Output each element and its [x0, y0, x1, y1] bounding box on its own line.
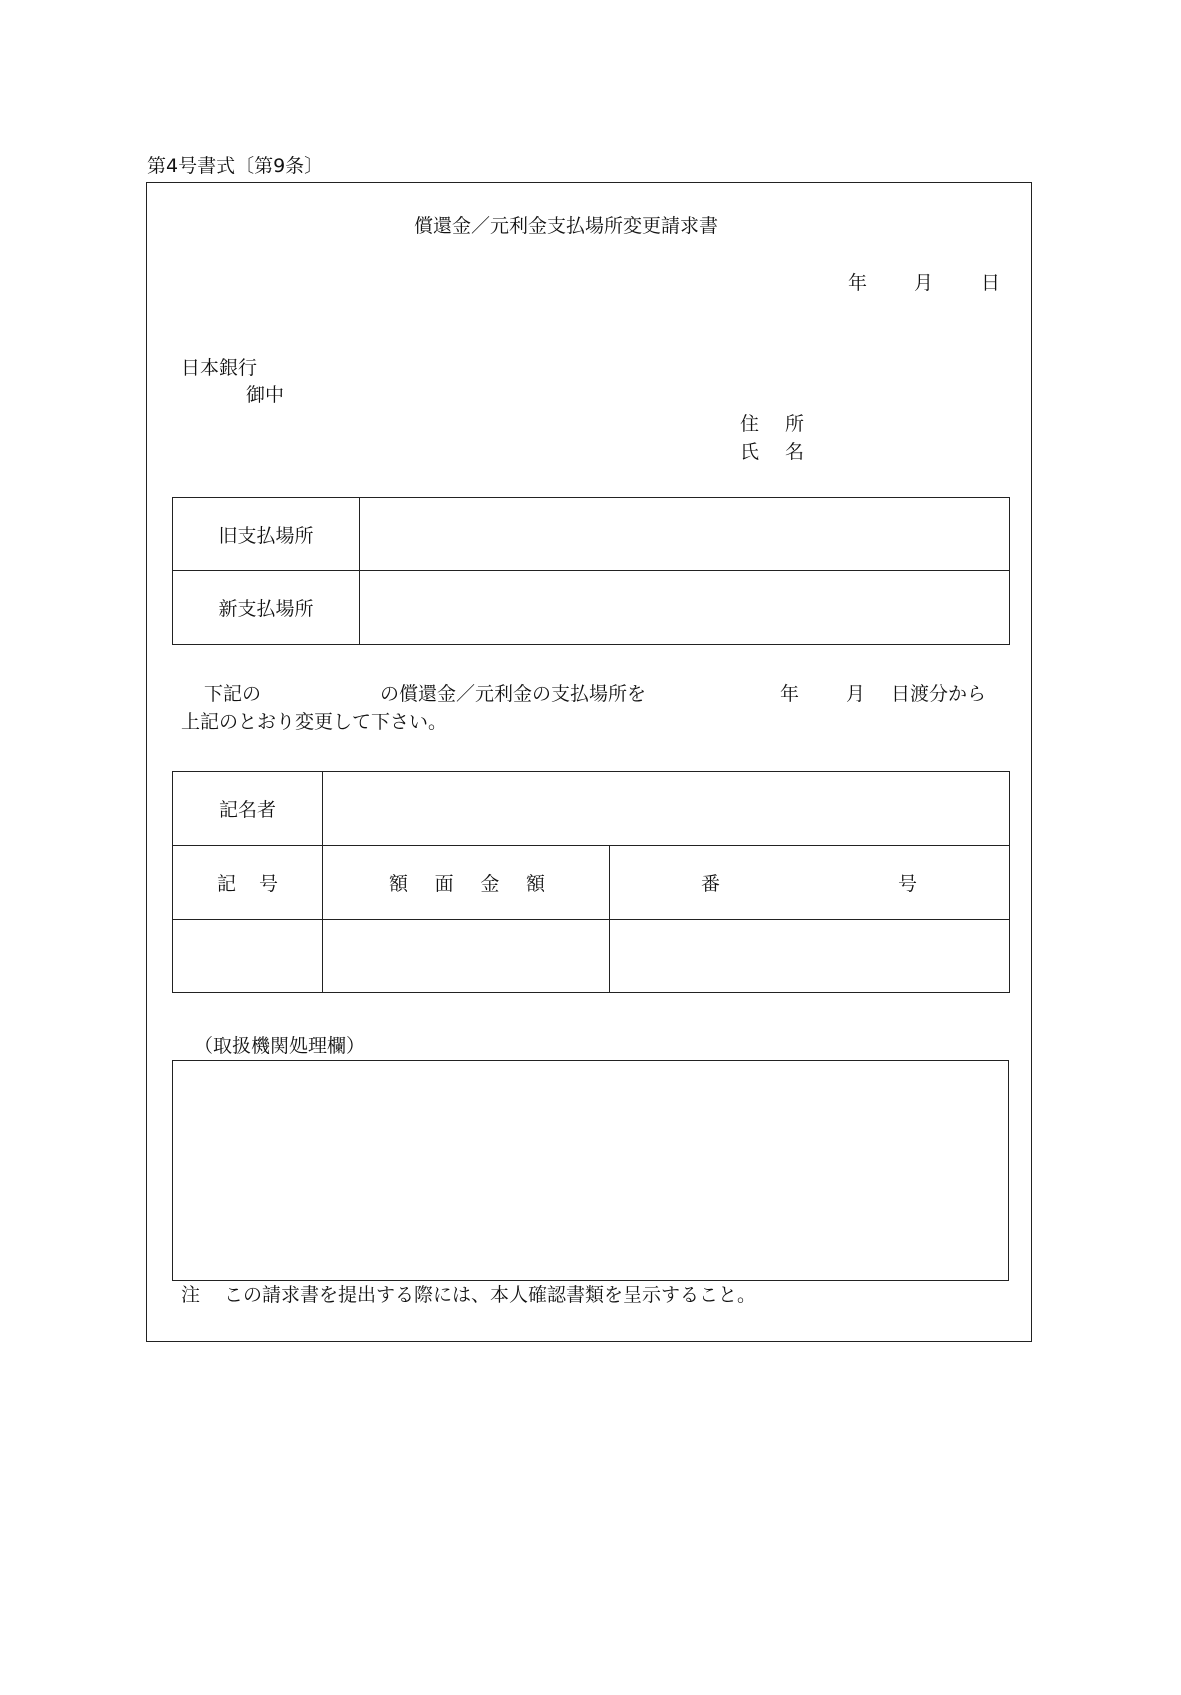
registrant-field[interactable] — [323, 772, 1010, 846]
form-number: 第4号書式〔第9条〕 — [147, 155, 324, 177]
processing-section-label: （取扱機関処理欄） — [194, 1035, 366, 1057]
table-row — [173, 571, 1010, 645]
date-year: 年 — [848, 272, 868, 294]
addressee-name: 日本銀行 — [181, 357, 258, 379]
face-value-header: 額 面 金 額 — [323, 846, 610, 920]
new-payment-place-label: 新支払場所 — [173, 571, 360, 645]
old-payment-place-label: 旧支払場所 — [173, 498, 360, 571]
request-text-part2: の償還金／元利金の支払場所を — [380, 683, 647, 705]
page-title: 償還金／元利金支払場所変更請求書 — [414, 215, 719, 237]
table-header-row — [173, 846, 1010, 920]
face-value-field[interactable] — [323, 920, 610, 993]
payment-place-table — [172, 497, 1010, 645]
request-text-year: 年 — [780, 683, 800, 705]
date-month: 月 — [914, 272, 934, 294]
request-text-part1: 下記の — [204, 683, 262, 705]
address-label: 住 所 — [740, 413, 804, 435]
date-day: 日 — [981, 272, 1001, 294]
symbol-header: 記 号 — [173, 846, 323, 920]
processing-section-box[interactable] — [172, 1060, 1009, 1281]
new-payment-place-field[interactable] — [360, 571, 1010, 645]
symbol-field[interactable] — [173, 920, 323, 993]
note-text: この請求書を提出する際には、本人確認書類を呈示すること。 — [224, 1284, 757, 1306]
request-text-line2: 上記のとおり変更して下さい。 — [181, 711, 448, 733]
number-header: 番 号 — [610, 846, 1010, 920]
table-row — [173, 920, 1010, 993]
addressee-honorific: 御中 — [246, 384, 285, 406]
table-row — [173, 498, 1010, 571]
note-prefix: 注 — [181, 1284, 201, 1306]
registrant-label: 記名者 — [173, 772, 323, 846]
request-text-part3: 日渡分から — [891, 683, 987, 705]
securities-table — [172, 771, 1010, 993]
table-row — [173, 772, 1010, 846]
old-payment-place-field[interactable] — [360, 498, 1010, 571]
request-text-month: 月 — [846, 683, 866, 705]
name-label: 氏 名 — [740, 441, 804, 463]
number-field[interactable] — [610, 920, 1010, 993]
